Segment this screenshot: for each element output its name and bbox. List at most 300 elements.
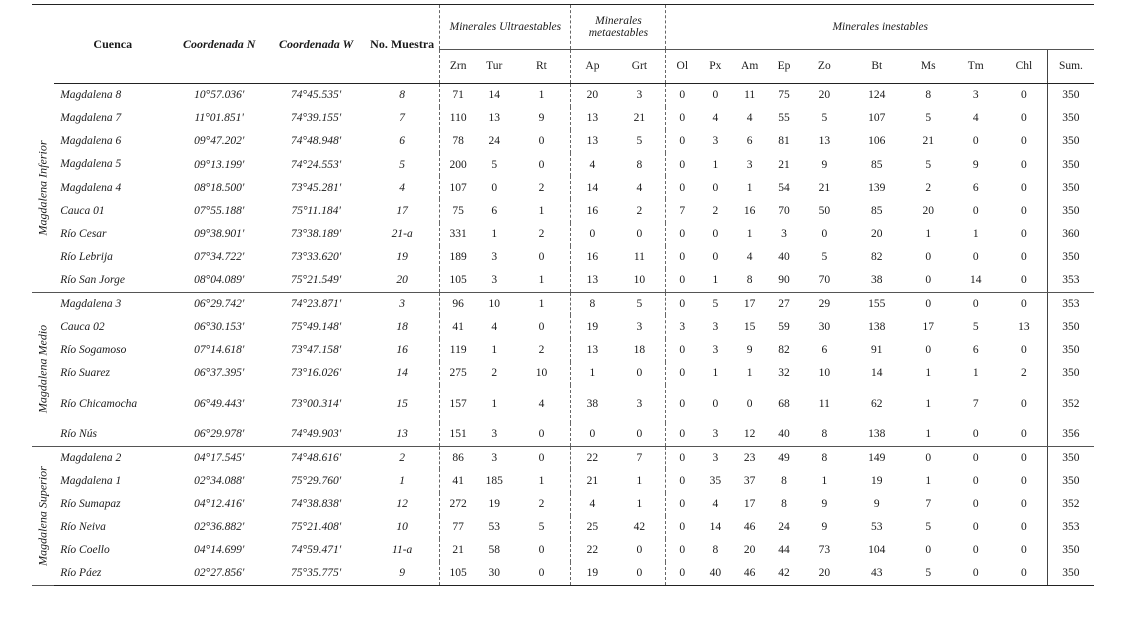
table-row [32, 223, 1094, 246]
cell-ep: 42 [767, 562, 801, 585]
cell-bt: 149 [868, 451, 886, 464]
cell-tm: 1 [972, 367, 979, 380]
cell-chl: 0 [1021, 205, 1027, 217]
cell-tm: 14 [950, 269, 1000, 292]
cell-zrn: 331 [440, 223, 476, 246]
table-row [32, 107, 1094, 130]
cell-bt: 82 [871, 251, 883, 264]
cell-px: 3 [712, 135, 719, 148]
cell-ep: 24 [778, 521, 790, 534]
cell-tur: 19 [488, 498, 500, 511]
column-header-ms: Ms [906, 50, 950, 84]
cell-rt: 0 [538, 158, 545, 171]
cell-ol: 0 [666, 107, 698, 130]
cell-coord-n: 04°14.699' [194, 544, 245, 557]
cell-zo: 9 [821, 498, 828, 511]
cell-chl: 0 [1021, 397, 1027, 410]
cell-muestra: 1 [399, 474, 406, 487]
cell-am: 8 [732, 269, 766, 292]
cell-tur: 1 [491, 344, 498, 357]
cell-ol: 0 [666, 153, 698, 176]
cell-tur: 58 [488, 544, 500, 557]
cell-am: 15 [743, 320, 756, 333]
cell-rt: 4 [538, 397, 545, 410]
table-row [32, 362, 1094, 385]
cell-rt: 1 [538, 89, 545, 102]
cell-ol: 0 [666, 493, 698, 516]
cell-ep: 81 [778, 135, 790, 148]
cell-ap: 16 [571, 246, 613, 269]
cell-ap: 13 [571, 130, 613, 153]
cell-px: 1 [712, 367, 719, 380]
cell-zrn: 21 [440, 539, 476, 562]
cell-px: 0 [712, 228, 719, 241]
cell-px: 3 [712, 320, 719, 333]
table-row [32, 469, 1094, 492]
cell-ol: 0 [666, 562, 698, 585]
cell-grt: 0 [613, 423, 666, 446]
cell-rt: 1 [538, 298, 545, 310]
cell-rt: 0 [512, 562, 571, 585]
cell-sum: 350 [1047, 176, 1094, 199]
cell-am: 6 [746, 135, 753, 148]
cell-ap: 16 [571, 199, 613, 222]
cell-grt: 4 [636, 181, 643, 194]
region-label [32, 446, 54, 585]
cell-ep: 59 [778, 320, 790, 333]
cell-ms: 2 [925, 181, 932, 194]
cell-coord-w: 74°59.471' [291, 544, 342, 557]
cell-am: 20 [743, 544, 756, 557]
cell-am: 12 [732, 423, 766, 446]
cell-ep: 8 [781, 474, 787, 487]
cell-ep: 55 [778, 112, 790, 125]
cell-px: 4 [712, 498, 719, 511]
table-row [32, 176, 1094, 199]
cell-grt: 18 [633, 344, 646, 357]
cell-coord-n: 09°47.202' [194, 135, 245, 148]
cell-ep: 40 [778, 251, 790, 264]
table-row [32, 385, 1094, 423]
header-group-metaestables: Minerales metaestables [571, 5, 666, 50]
cell-rt: 2 [538, 498, 545, 511]
cell-zrn: 41 [440, 315, 476, 338]
cell-zrn: 157 [440, 385, 476, 423]
cell-coord-w: 74°39.155' [291, 112, 342, 125]
cell-chl: 0 [1021, 474, 1027, 487]
cell-bt: 62 [871, 397, 883, 410]
cell-coord-n: 08°04.089' [171, 269, 267, 292]
cell-chl: 0 [1021, 89, 1027, 102]
cell-ap: 25 [571, 516, 613, 539]
cell-coord-n: 02°27.856' [171, 562, 267, 585]
cell-zo: 30 [818, 320, 831, 333]
header-muestra: No. Muestra [365, 5, 440, 84]
cell-px: 0 [712, 181, 719, 194]
cell-chl: 0 [1021, 451, 1027, 464]
cell-muestra: 10 [396, 521, 408, 534]
cell-cuenca: Magdalena 4 [60, 181, 122, 194]
cell-rt: 2 [538, 228, 545, 241]
cell-bt: 107 [868, 112, 886, 125]
cell-tur: 6 [491, 205, 498, 217]
cell-ap: 8 [571, 292, 613, 315]
cell-am: 9 [746, 344, 753, 357]
cell-px: 5 [712, 298, 719, 310]
cell-coord-w: 74°49.903' [267, 423, 365, 446]
cell-coord-n: 02°34.088' [194, 474, 245, 487]
cell-ep: 44 [778, 544, 790, 557]
cell-chl: 0 [1021, 112, 1027, 125]
cell-muestra: 16 [396, 344, 408, 357]
cell-grt: 10 [613, 269, 666, 292]
cell-coord-w: 75°21.408' [291, 521, 342, 534]
cell-sum: 350 [1047, 84, 1094, 107]
cell-tm: 0 [950, 562, 1000, 585]
cell-chl: 0 [1001, 269, 1047, 292]
column-header-px: Px [698, 50, 732, 84]
cell-zrn: 105 [440, 269, 476, 292]
cell-coord-n: 04°17.545' [194, 451, 245, 464]
column-header-chl: Chl [1001, 50, 1047, 84]
cell-ap: 13 [571, 339, 613, 362]
column-header-sum: Sum. [1047, 50, 1094, 84]
cell-bt: 124 [868, 89, 886, 102]
table-row [32, 199, 1094, 222]
cell-am: 17 [743, 498, 756, 511]
cell-chl: 0 [1021, 251, 1027, 264]
cell-zo: 21 [818, 181, 831, 194]
cell-coord-n: 06°29.978' [171, 423, 267, 446]
cell-px: 4 [712, 112, 719, 125]
cell-ep: 27 [778, 298, 790, 310]
cell-tm: 9 [972, 158, 979, 171]
cell-muestra: 7 [399, 112, 406, 125]
cell-zo: 8 [821, 451, 828, 464]
cell-ap: 22 [571, 446, 613, 469]
cell-zrn: 78 [440, 130, 476, 153]
cell-ms: 0 [925, 344, 932, 357]
cell-coord-w: 73°33.620' [291, 251, 342, 264]
cell-px: 35 [709, 474, 722, 487]
cell-sum: 356 [1047, 423, 1094, 446]
cell-cuenca: Cauca 02 [60, 320, 105, 333]
cell-coord-n: 02°36.882' [194, 521, 245, 534]
cell-rt: 1 [512, 269, 571, 292]
region-label [32, 292, 54, 446]
cell-zrn: 275 [440, 362, 476, 385]
cell-muestra: 6 [399, 135, 406, 148]
cell-tur: 3 [476, 423, 512, 446]
cell-sum: 350 [1047, 199, 1094, 222]
cell-sum: 350 [1047, 446, 1094, 469]
cell-cuenca: Río Sogamoso [60, 343, 127, 356]
cell-coord-n: 06°37.395' [194, 367, 245, 380]
cell-muestra: 15 [396, 397, 408, 410]
cell-coord-w: 74°48.616' [291, 451, 342, 464]
cell-chl: 0 [1021, 158, 1027, 171]
cell-zo: 0 [821, 228, 828, 241]
cell-coord-w: 73°00.314' [291, 397, 342, 410]
cell-coord-n: 07°34.722' [194, 251, 245, 264]
cell-coord-n: 04°12.416' [194, 498, 245, 511]
cell-px: 14 [709, 521, 722, 534]
table-row [32, 246, 1094, 269]
cell-ol: 0 [666, 469, 698, 492]
cell-coord-w: 75°11.184' [291, 205, 341, 217]
cell-grt: 7 [636, 451, 643, 464]
cell-tur: 5 [491, 158, 498, 171]
cell-grt: 0 [636, 367, 643, 380]
cell-ep: 3 [781, 228, 787, 241]
cell-sum: 353 [1047, 292, 1094, 315]
cell-ap: 19 [571, 562, 613, 585]
cell-chl: 2 [1021, 367, 1027, 380]
cell-rt: 9 [538, 112, 545, 125]
cell-tur: 53 [488, 521, 500, 534]
table-row [32, 423, 1094, 446]
cell-muestra: 13 [365, 423, 440, 446]
cell-muestra: 18 [396, 320, 408, 333]
cell-cuenca: Río San Jorge [54, 269, 171, 292]
cell-ap: 14 [571, 176, 613, 199]
cell-tm: 6 [972, 344, 979, 357]
cell-rt: 0 [538, 544, 545, 557]
cell-ol: 7 [666, 199, 698, 222]
cell-grt: 0 [613, 562, 666, 585]
cell-bt: 138 [868, 320, 886, 333]
cell-zrn: 200 [440, 153, 476, 176]
header-cuenca: Cuenca [54, 5, 171, 84]
table-row [32, 153, 1094, 176]
region-name: Magdalena Inferior [35, 140, 50, 236]
cell-coord-n: 06°29.742' [194, 298, 245, 310]
cell-tur: 13 [488, 112, 500, 125]
cell-cuenca: Cauca 01 [60, 204, 105, 217]
cell-ms: 5 [925, 521, 932, 534]
header-group-inestables: Minerales inestables [666, 5, 1094, 50]
heavy-minerals-table [32, 4, 1094, 586]
cell-grt: 5 [636, 298, 643, 310]
cell-zo: 5 [821, 251, 828, 264]
cell-bt: 53 [871, 521, 883, 534]
column-header-ol: Ol [666, 50, 698, 84]
cell-tur: 0 [491, 181, 498, 194]
cell-tm: 0 [972, 521, 979, 534]
cell-zo: 29 [818, 298, 831, 310]
cell-bt: 85 [871, 205, 883, 217]
cell-rt: 0 [512, 423, 571, 446]
cell-ol: 0 [666, 362, 698, 385]
cell-ol: 0 [666, 223, 698, 246]
cell-muestra: 20 [365, 269, 440, 292]
cell-ep: 82 [778, 344, 790, 357]
cell-ol: 0 [666, 516, 698, 539]
cell-coord-w: 74°23.871' [291, 298, 342, 310]
cell-chl: 0 [1021, 298, 1027, 310]
cell-grt: 21 [633, 112, 646, 125]
cell-ol: 0 [666, 130, 698, 153]
cell-zo: 11 [818, 397, 830, 410]
cell-zrn: 110 [440, 107, 476, 130]
column-header-tm: Tm [950, 50, 1000, 84]
cell-rt: 0 [538, 251, 545, 264]
cell-zo: 5 [821, 112, 828, 125]
cell-am: 1 [746, 228, 753, 241]
cell-bt: 43 [848, 562, 907, 585]
cell-tur: 3 [491, 251, 498, 264]
cell-zo: 10 [818, 367, 831, 380]
cell-rt: 0 [538, 135, 545, 148]
cell-tur: 2 [491, 367, 498, 380]
cell-cuenca: Magdalena 5 [60, 158, 122, 171]
cell-px: 1 [698, 269, 732, 292]
cell-sum: 352 [1047, 385, 1094, 423]
cell-tur: 14 [488, 89, 500, 102]
cell-chl: 0 [1001, 562, 1047, 585]
cell-grt: 3 [636, 397, 643, 410]
cell-cuenca: Río Sumapaz [60, 497, 121, 510]
cell-chl: 0 [1021, 498, 1027, 511]
cell-ap: 4 [571, 493, 613, 516]
column-header-bt: Bt [848, 50, 907, 84]
cell-am: 16 [743, 205, 756, 217]
cell-zrn: 107 [440, 176, 476, 199]
cell-tm: 0 [950, 423, 1000, 446]
cell-coord-w: 74°45.535' [291, 89, 342, 102]
cell-ms: 5 [925, 158, 932, 171]
cell-ol: 0 [666, 446, 698, 469]
cell-ol: 0 [666, 539, 698, 562]
cell-tm: 3 [972, 89, 979, 102]
region-label [32, 84, 54, 293]
cell-muestra: 21-a [391, 228, 413, 241]
cell-bt: 19 [871, 474, 883, 487]
cell-tm: 0 [972, 135, 979, 148]
cell-tur: 30 [476, 562, 512, 585]
header-coord-w: Coordenada W [267, 5, 365, 84]
cell-am: 1 [746, 181, 753, 194]
cell-cuenca: Río Páez [54, 562, 171, 585]
cell-cuenca: Magdalena 8 [60, 89, 122, 102]
cell-ap: 1 [571, 362, 613, 385]
cell-ap: 22 [571, 539, 613, 562]
cell-ms: 17 [922, 320, 935, 333]
cell-tm: 0 [972, 474, 979, 487]
cell-grt: 1 [636, 498, 643, 511]
cell-coord-w: 75°49.148' [291, 320, 342, 333]
cell-cuenca: Río Cesar [60, 227, 107, 240]
cell-ol: 0 [666, 84, 698, 107]
cell-muestra: 19 [396, 251, 408, 264]
cell-tur: 4 [491, 320, 498, 333]
cell-tm: 1 [972, 228, 979, 241]
cell-grt: 2 [636, 205, 643, 217]
cell-zo: 70 [801, 269, 847, 292]
cell-chl: 0 [1021, 228, 1027, 241]
cell-sum: 350 [1047, 362, 1094, 385]
cell-sum: 360 [1047, 223, 1094, 246]
cell-zo: 20 [818, 89, 831, 102]
cell-bt: 139 [868, 181, 886, 194]
cell-rt: 5 [538, 521, 545, 534]
cell-cuenca: Río Neiva [60, 520, 106, 533]
cell-bt: 85 [871, 158, 883, 171]
cell-ap: 19 [571, 315, 613, 338]
cell-cuenca: Magdalena 1 [60, 474, 122, 487]
cell-am: 46 [732, 562, 766, 585]
cell-coord-w: 73°45.281' [291, 181, 342, 194]
cell-ol: 0 [666, 176, 698, 199]
cell-ep: 49 [778, 451, 790, 464]
cell-coord-n: 06°49.443' [194, 397, 245, 410]
cell-grt: 3 [636, 320, 643, 333]
region-header [32, 5, 54, 84]
cell-px: 40 [698, 562, 732, 585]
cell-coord-n: 08°18.500' [194, 181, 245, 194]
cell-ms: 1 [925, 228, 932, 241]
cell-am: 3 [746, 158, 753, 171]
cell-tm: 0 [972, 251, 979, 264]
cell-sum: 350 [1047, 562, 1094, 585]
cell-sum: 353 [1047, 516, 1094, 539]
cell-zo: 6 [821, 344, 828, 357]
table-row [32, 292, 1094, 315]
cell-am: 17 [743, 298, 756, 310]
cell-ms: 8 [925, 89, 932, 102]
cell-coord-n: 10°57.036' [194, 89, 245, 102]
cell-ms: 1 [925, 397, 932, 410]
cell-grt: 11 [633, 251, 645, 264]
cell-muestra: 14 [396, 367, 408, 380]
cell-sum: 350 [1047, 107, 1094, 130]
cell-chl: 0 [1001, 423, 1047, 446]
cell-am: 1 [746, 367, 753, 380]
cell-px: 0 [712, 89, 719, 102]
cell-coord-n: 09°13.199' [194, 158, 245, 171]
cell-zo: 73 [818, 544, 831, 557]
column-header-zrn: Zrn [440, 50, 476, 84]
cell-ap: 20 [571, 84, 613, 107]
cell-chl: 0 [1021, 344, 1027, 357]
column-header-rt: Rt [512, 50, 571, 84]
column-header-ep: Ep [767, 50, 801, 84]
cell-bt: 106 [868, 135, 886, 148]
cell-bt: 104 [868, 544, 886, 557]
cell-ms: 21 [922, 135, 935, 148]
cell-tur: 185 [485, 474, 503, 487]
cell-coord-n: 07°55.188' [194, 205, 245, 217]
cell-chl: 0 [1021, 135, 1027, 148]
cell-muestra: 9 [365, 562, 440, 585]
cell-zrn: 272 [440, 493, 476, 516]
cell-zrn: 86 [440, 446, 476, 469]
cell-tur: 24 [488, 135, 500, 148]
cell-coord-w: 73°47.158' [291, 344, 342, 357]
cell-tm: 0 [972, 544, 979, 557]
cell-ms: 0 [925, 451, 932, 464]
cell-tm: 0 [972, 451, 979, 464]
table-row [32, 315, 1094, 338]
cell-zo: 9 [821, 521, 828, 534]
cell-rt: 0 [538, 451, 545, 464]
table-row [32, 446, 1094, 469]
cell-ms: 5 [906, 562, 950, 585]
cell-muestra: 12 [396, 498, 408, 511]
table-row [32, 84, 1094, 107]
cell-ep: 70 [778, 205, 790, 217]
cell-cuenca: Magdalena 2 [60, 451, 122, 464]
